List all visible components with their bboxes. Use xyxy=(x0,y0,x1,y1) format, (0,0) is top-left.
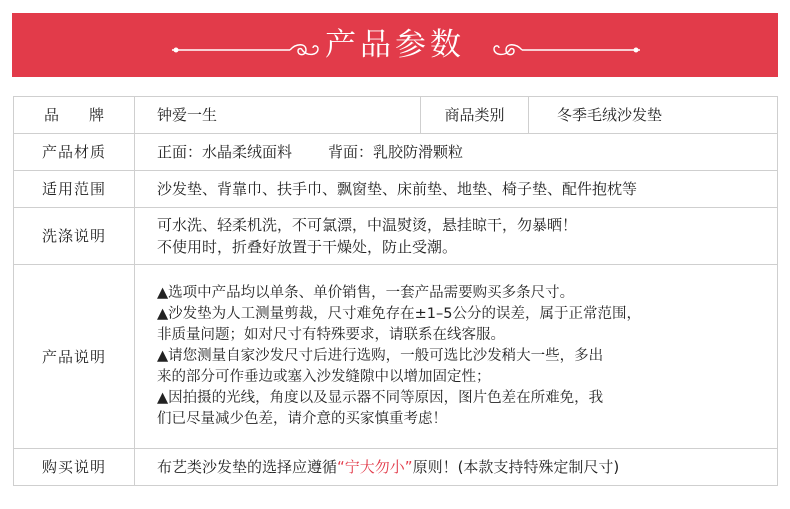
row-washing xyxy=(14,208,778,265)
material-back: 背面：乳胶防滑颗粒 xyxy=(328,143,464,161)
header-banner xyxy=(12,13,778,77)
purchase-label: 购买说明 xyxy=(14,449,135,486)
row-purchase xyxy=(14,449,778,486)
description-line: ▲请您测量自家沙发尺寸后进行选购，一般可选比沙发稍大一些，多出 xyxy=(157,348,604,364)
flourish-right-icon xyxy=(490,41,640,59)
description-line: ▲因拍摄的光线，角度以及显示器不同等原因，图片色差在所难免，我 xyxy=(157,390,604,406)
row-material xyxy=(14,134,778,171)
scope-value: 沙发垫、背靠巾、扶手巾、飘窗垫、床前垫、地垫、椅子垫、配件抱枕等 xyxy=(135,171,778,208)
description-line: 非质量问题；如对尺寸有特殊要求，请联系在线客服。 xyxy=(157,327,505,343)
row-brand xyxy=(14,97,778,134)
washing-line-2: 不使用时，折叠好放置于干燥处，防止受潮。 xyxy=(157,238,458,256)
purchase-highlight: “宁大勿小” xyxy=(337,458,413,476)
description-line: 来的部分可作垂边或塞入沙发缝隙中以增加固定性； xyxy=(157,369,491,385)
brand-label: 品牌 xyxy=(14,97,135,134)
purchase-text-before: 布艺类沙发垫的选择应遵循 xyxy=(157,458,338,476)
purchase-text-after: 原则！(本款支持特殊定制尺寸) xyxy=(412,458,620,476)
category-value: 冬季毛绒沙发垫 xyxy=(529,97,778,134)
params-table xyxy=(13,96,778,486)
brand-value: 钟爱一生 xyxy=(135,97,421,134)
description-line: 们已尽量减少色差，请介意的买家慎重考虑！ xyxy=(157,411,447,427)
purchase-value xyxy=(135,449,778,486)
washing-line-1: 可水洗、轻柔机洗，不可氯漂，中温熨烫，悬挂晾干，勿暴晒！ xyxy=(157,216,578,234)
scope-label: 适用范围 xyxy=(14,171,135,208)
washing-label: 洗涤说明 xyxy=(14,208,135,265)
row-description xyxy=(14,265,778,449)
description-line: ▲选项中产品均以单条、单价销售，一套产品需要购买多条尺寸。 xyxy=(157,285,575,301)
washing-value xyxy=(135,208,778,265)
material-front: 正面：水晶柔绒面料 xyxy=(157,143,293,161)
description-label: 产品说明 xyxy=(14,265,135,449)
category-label: 商品类别 xyxy=(421,97,529,134)
material-value xyxy=(135,134,778,171)
row-scope xyxy=(14,171,778,208)
material-label: 产品材质 xyxy=(14,134,135,171)
description-line: ▲沙发垫为人工测量剪裁，尺寸难免存在±1–5公分的误差，属于正常范围， xyxy=(157,306,641,322)
description-value xyxy=(135,265,778,449)
page-title: 产品参数 xyxy=(325,27,465,63)
